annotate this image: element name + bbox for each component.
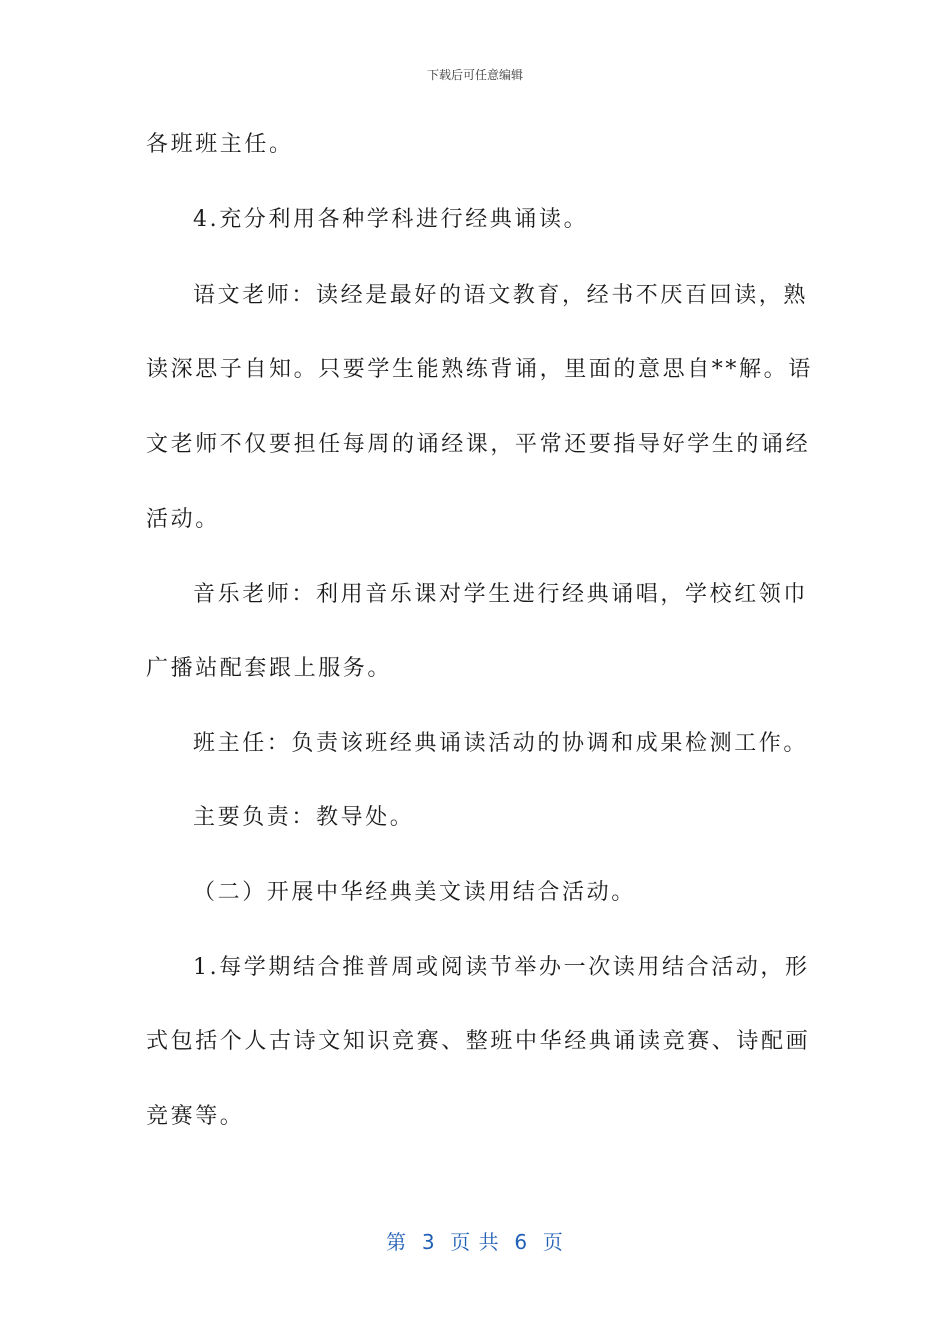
page-header-note: 下载后可任意编辑 xyxy=(426,68,523,82)
body-line: 广播站配套跟上服务。 xyxy=(146,656,393,681)
body-line: 音乐老师：利用音乐课对学生进行经典诵唱，学校红领巾 xyxy=(193,582,809,607)
body-line: 语文老师：读经是最好的语文教育，经书不厌百回读，熟 xyxy=(193,283,809,308)
body-line: （二）开展中华经典美文读用结合活动。 xyxy=(193,880,636,905)
body-line: 4.充分利用各种学科进行经典诵读。 xyxy=(193,207,589,232)
body-line: 1.每学期结合推普周或阅读节举办一次读用结合活动，形 xyxy=(193,955,810,980)
body-line: 读深思子自知。只要学生能熟练背诵，里面的意思自**解。语 xyxy=(146,357,813,382)
page-number-indicator: 第 3 页 共 6 页 xyxy=(386,1230,564,1254)
body-line: 活动。 xyxy=(146,507,220,532)
body-line: 主要负责：教导处。 xyxy=(193,805,415,830)
body-line: 竞赛等。 xyxy=(146,1104,245,1129)
body-line: 式包括个人古诗文知识竞赛、整班中华经典诵读竞赛、诗配画 xyxy=(146,1029,811,1054)
body-line: 班主任：负责该班经典诵读活动的协调和成果检测工作。 xyxy=(193,731,809,756)
body-line: 各班班主任。 xyxy=(146,132,294,157)
body-line: 文老师不仅要担任每周的诵经课，平常还要指导好学生的诵经 xyxy=(146,432,811,457)
